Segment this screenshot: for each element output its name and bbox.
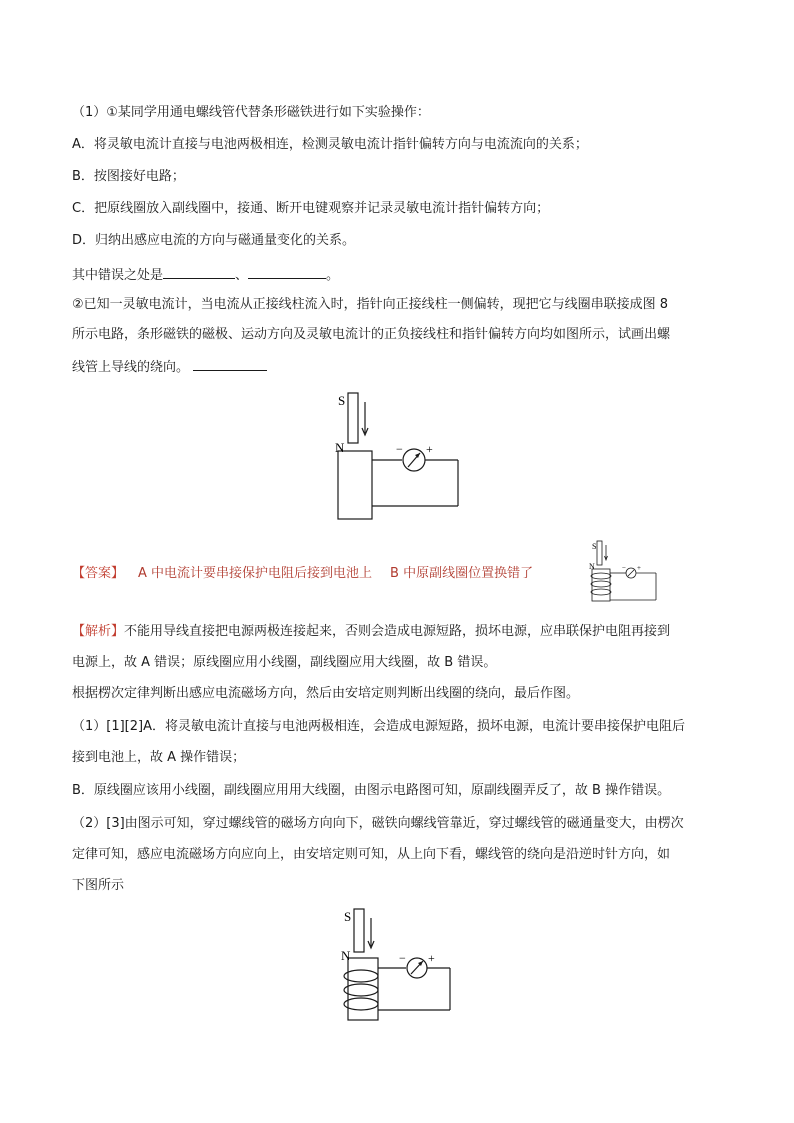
analysis-line-8: 定律可知，感应电流磁场方向应向上，由安培定则可知，从上向下看，螺线管的绕向是沿逆时针方向，如: [72, 847, 671, 862]
small-label-plus: +: [637, 564, 641, 572]
coil-turn-2: [344, 984, 378, 996]
question-part1-intro: （1）①某同学用通电螺线管代替条形磁铁进行如下实验操作：: [72, 105, 430, 120]
solution-label-minus: −: [399, 951, 406, 965]
small-label-minus: −: [622, 564, 626, 572]
step-a: A．将灵敏电流计直接与电池两极相连，检测灵敏电流计指针偏转方向与电流流向的关系；: [72, 137, 588, 152]
question-part2-line2: 所示电路，条形磁铁的磁极、运动方向及灵敏电流计的正负接线柱和指针偏转方向均如图所示，试画出螺: [72, 327, 671, 342]
bar-magnet: [348, 393, 358, 443]
analysis-line-9: 下图所示: [72, 878, 125, 893]
solenoid: [338, 451, 372, 519]
coil-turn-3: [344, 998, 378, 1010]
circuit-figure-solution: [320, 906, 470, 1026]
label-n: N: [335, 440, 345, 455]
step-d: D．归纳出感应电流的方向与磁通量变化的关系。: [72, 233, 356, 248]
circuit-figure-question: [320, 388, 470, 523]
solution-solenoid: [348, 958, 378, 1020]
small-label-n: N: [589, 562, 595, 571]
step-b: B．按图接好电路；: [72, 169, 185, 184]
label-plus: +: [426, 442, 433, 456]
solution-bar-magnet: [354, 909, 364, 952]
error-end: 。: [326, 268, 340, 283]
coil-turn-1: [344, 970, 378, 982]
analysis-line-7: （2）[3]由图示可知，穿过螺线管的磁场方向向下，磁铁向螺线管靠近，穿过螺线管的磁通量变大，由楞次: [72, 816, 684, 831]
answer-text-1: A 中电流计要串接保护电阻后接到电池上: [138, 566, 373, 581]
small-label-s: S: [592, 542, 597, 551]
label-s: S: [338, 393, 346, 408]
solution-label-s: S: [344, 909, 352, 924]
answer-tag: 【答案】: [72, 566, 125, 581]
answer-blank-3[interactable]: [193, 356, 267, 371]
analysis-line-1: 【解析】不能用导线直接把电源两极连接起来，否则会造成电源短路，损坏电源，应串联保护电阻再接到: [72, 624, 671, 639]
answer-blank-2[interactable]: [248, 264, 326, 279]
step-c: C．把原线圈放入副线圈中，接通、断开电键观察并记录灵敏电流计指针偏转方向；: [72, 201, 550, 216]
circuit-figure-answer-small: [586, 538, 658, 604]
analysis-line-4: （1）[1][2]A．将灵敏电流计直接与电池两极相连，会造成电源短路，损坏电源，电流计要串接保护电阻后: [72, 719, 685, 734]
answer-line: [72, 565, 533, 583]
analysis-tag: 【解析】: [72, 624, 125, 639]
label-minus: −: [396, 442, 403, 456]
error-question: [72, 264, 339, 285]
question-part2-line1: ②已知一灵敏电流计，当电流从正接线柱流入时，指针向正接线柱一侧偏转，现把它与线圈串联接成图 8: [72, 297, 669, 312]
solution-label-plus: +: [428, 951, 435, 965]
analysis-line-2: 电源上，故 A 错误；原线圈应用小线圈，副线圈应用大线圈，故 B 错误。: [72, 655, 497, 670]
analysis-line-3: 根据楞次定律判断出感应电流磁场方向，然后由安培定则判断出线圈的绕向，最后作图。: [72, 686, 580, 701]
answer-text-2: B 中原副线圈位置换错了: [390, 566, 534, 581]
question-part2-line3: 线管上导线的绕向。: [72, 356, 267, 377]
analysis-line-6: B．原线圈应该用小线圈，副线圈应用用大线圈，由图示电路图可知，原副线圈弄反了，故 B 操作错误。: [72, 783, 671, 798]
error-separator: 、: [235, 268, 249, 283]
analysis-line-5: 接到电池上，故 A 操作错误；: [72, 750, 246, 765]
solution-label-n: N: [341, 948, 351, 963]
error-prefix: 其中错误之处是: [72, 268, 164, 283]
answer-blank-1[interactable]: [163, 264, 235, 279]
